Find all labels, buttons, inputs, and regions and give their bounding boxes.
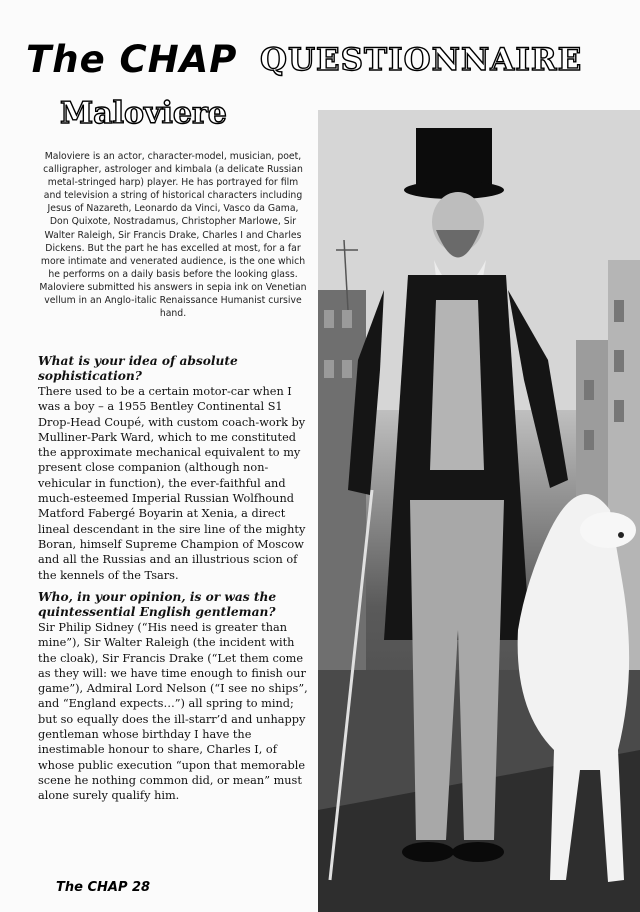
portrait-photo [318,110,640,912]
qa-block-2 [38,590,310,804]
subject-name: Maloviere [60,96,227,131]
section-title: QUESTIONNAIRE [260,42,583,78]
page-footer: The CHAP 28 [56,880,151,895]
answer-2: Sir Philip Sidney (“His need is greater than mine”), Sir Walter Raleigh (the incident with the cloak), Sir Francis Drake (“Let them come as they will: we have time enough to finish our game”), Admiral Lord Nelson (“I see no ships”, and “England expects…”) all spring to mind; but so equally does the ill-starr’d and unhappy gentleman whose birthday I have the inestimable honour to share, Charles I, of whose public execution “upon that memorable scene he nothing common did, or mean” must alone surely qualify him. [38,621,308,803]
qa-block-1 [38,354,310,583]
magazine-title: The CHAP [26,38,238,81]
page-header [22,38,622,88]
question-2: Who, in your opinion, is or was the quintessential English gentleman? [38,590,277,619]
answer-1: There used to be a certain motor-car when I was a boy – a 1955 Bentley Continental S1 Drop-Head Coupé, with custom coach-work by Mulliner-Park Ward, which to me constituted the approximate mechanical equivalent to my present close companion (although non-vehicular in function), the ever-faithful and much-esteemed Imperial Russian Wolfhound Matford Fabergé Boyarin at Xenia, a direct lineal descendant in the sire line of the mighty Boran, himself Supreme Champion of Moscow and all the Russias and an illustrious scion of the kennels of the Tsars. [38,385,306,582]
question-1: What is your idea of absolute sophistication? [38,354,238,383]
photo-illustration [318,110,640,912]
intro-paragraph: Maloviere is an actor, character-model, musician, poet, calligrapher, astrologer and kimbala (a delicate Russian metal-stringed harp) player. He has portrayed for film and television a string of historical characters including Jesus of Nazareth, Leonardo da Vinci, Vasco da Gama, Don Quixote, Nostradamus, Christopher Marlowe, Sir Walter Raleigh, Sir Francis Drake, Charles I and Charles Dickens. But the part he has excelled at most, for a far more intimate and venerated audience, is the one which he performs on a daily basis before the looking glass. Maloviere submitted his answers in sepia ink on Venetian vellum in an Anglo-italic Renaissance Humanist cursive hand. [39,151,307,320]
